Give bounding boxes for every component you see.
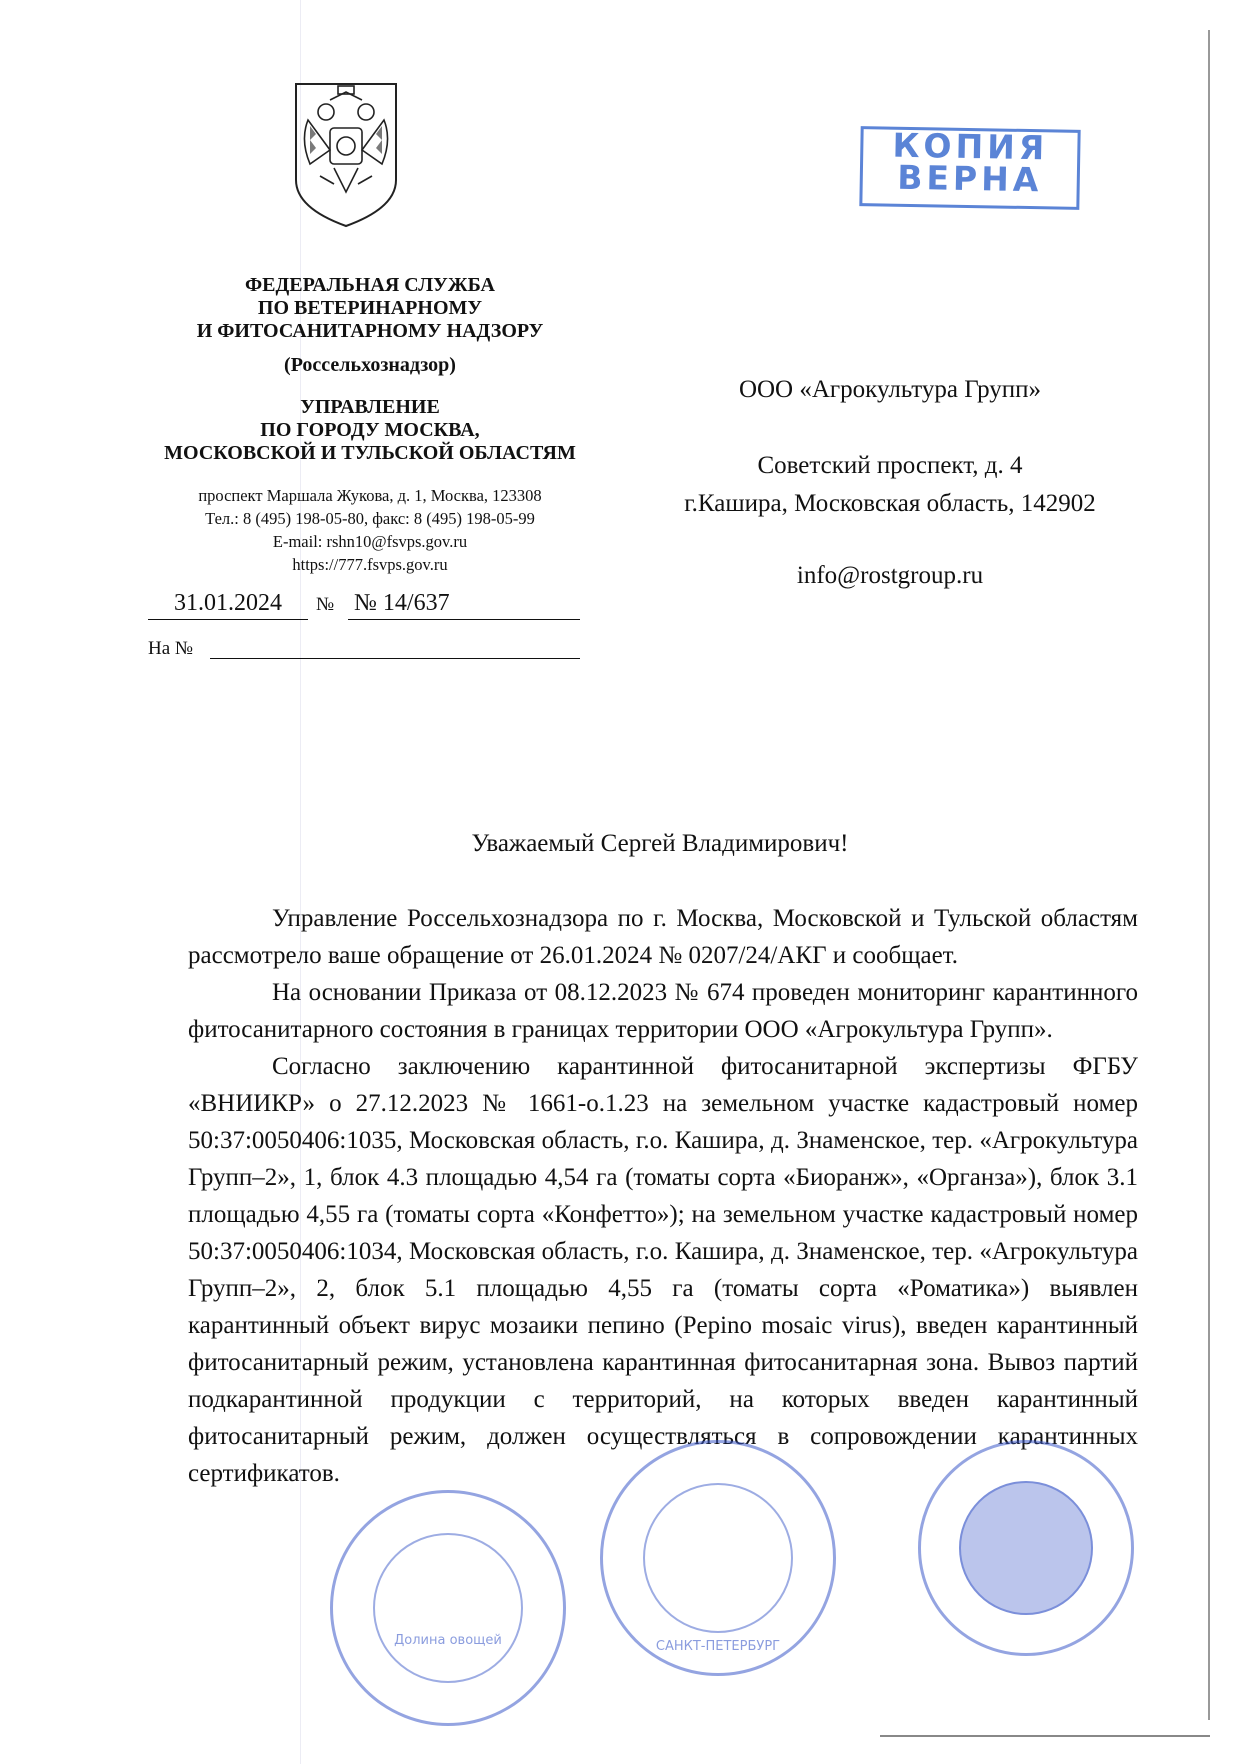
recipient-address-line-2: г.Кашира, Московская область, 142902 <box>684 490 1096 517</box>
greeting: Уважаемый Сергей Владимирович! <box>471 830 849 857</box>
recipient-company: ООО «Агрокультура Групп» <box>738 376 1042 403</box>
number-underline <box>348 619 580 620</box>
stamp-line-1: КОПИЯ <box>892 125 1049 168</box>
copy-verified-stamp <box>859 126 1080 210</box>
agency-line-3: И ФИТОСАНИТАРНОМУ НАДЗОРУ <box>196 320 544 342</box>
round-stamp-right <box>918 1440 1134 1656</box>
paragraph: На основании Приказа от 08.12.2023 № 674 проведен мониторинг карантинного фитосанитарного состояния в границах территории ООО «Агрокультура Групп». <box>188 979 1138 1043</box>
letter-date: 31.01.2024 <box>174 590 282 616</box>
date-underline <box>148 619 308 620</box>
department-line-2: ПО ГОРОДУ МОСКВА, <box>260 419 480 441</box>
reply-to-line <box>148 638 580 660</box>
sender-email: E-mail: rshn10@fsvps.gov.ru <box>272 532 468 551</box>
sender-phone: Тел.: 8 (495) 198-05-80, факс: 8 (495) 198-05-99 <box>205 509 535 528</box>
scan-shadow <box>300 0 301 1764</box>
stamp-line-2: ВЕРНА <box>896 157 1043 200</box>
recipient-address-line-1: Советский проспект, д. 4 <box>757 452 1023 479</box>
reply-to-underline <box>210 658 580 659</box>
agency-line-1: ФЕДЕРАЛЬНАЯ СЛУЖБА <box>245 274 495 296</box>
sender-address: проспект Маршала Жукова, д. 1, Москва, 123308 <box>198 486 542 505</box>
sender-contacts <box>140 484 600 576</box>
department-name <box>140 396 600 465</box>
stamp-text: Долина овощей <box>394 1633 502 1648</box>
letter-body <box>188 900 1138 1492</box>
coat-of-arms-icon <box>290 80 402 228</box>
agency-short-name: (Россельхознадзор) <box>284 354 456 376</box>
scan-edge-right <box>1208 30 1210 1720</box>
round-stamp-center <box>600 1440 836 1676</box>
scan-edge-bottom <box>880 1735 1210 1737</box>
registration-line <box>148 590 580 620</box>
stamp-text: САНКТ-ПЕТЕРБУРГ <box>655 1639 781 1654</box>
reply-to-label: На № <box>148 638 194 659</box>
round-stamp-left <box>330 1490 566 1726</box>
department-line-3: МОСКОВСКОЙ И ТУЛЬСКОЙ ОБЛАСТЯМ <box>164 442 576 464</box>
agency-line-2: ПО ВЕТЕРИНАРНОМУ <box>257 297 483 319</box>
letter-number: № 14/637 <box>354 590 450 616</box>
department-line-1: УПРАВЛЕНИЕ <box>300 396 440 418</box>
paragraph: Управление Россельхознадзора по г. Москва, Московской и Тульской областям рассмотрело ваше обращение от 26.01.2024 № 0207/24/АКГ и сообщает. <box>188 905 1138 969</box>
recipient-address <box>640 447 1140 523</box>
number-sign: № <box>316 594 335 615</box>
recipient-email: info@rostgroup.ru <box>796 562 984 589</box>
agency-name <box>140 274 600 343</box>
paragraph: Согласно заключению карантинной фитосанитарной экспертизы ФГБУ «ВНИИКР» о 27.12.2023 № 1661-о.1.23 на земельном участке кадастровый номер 50:37:0050406:1035, Московская область, г.о. Кашира, д. Знаменское, тер. «Агрокультура Групп–2», 1, блок 4.3 площадью 4,54 га (томаты сорта «Биоранж», «Органза»), блок 3.1 площадью 4,55 га (томаты сорта «Конфетто»); на земельном участке кадастровый номер 50:37:0050406:1034, Московская область, г.о. Кашира, д. Знаменское, тер. «Агрокультура Групп–2», 2, блок 5.1 площадью 4,55 га (томаты сорта «Роматика») выявлен карантинный объект вирус мозаики пепино (Pepino mosaic virus), введен карантинный фитосанитарный режим, установлена карантинная фитосанитарная зона. Вывоз партий подкарантинной продукции с территорий, на которых введен карантинный фитосанитарный режим, должен осуществляться в сопровождении карантинных сертификатов. <box>188 1053 1138 1487</box>
sender-website: https://777.fsvps.gov.ru <box>292 555 448 574</box>
